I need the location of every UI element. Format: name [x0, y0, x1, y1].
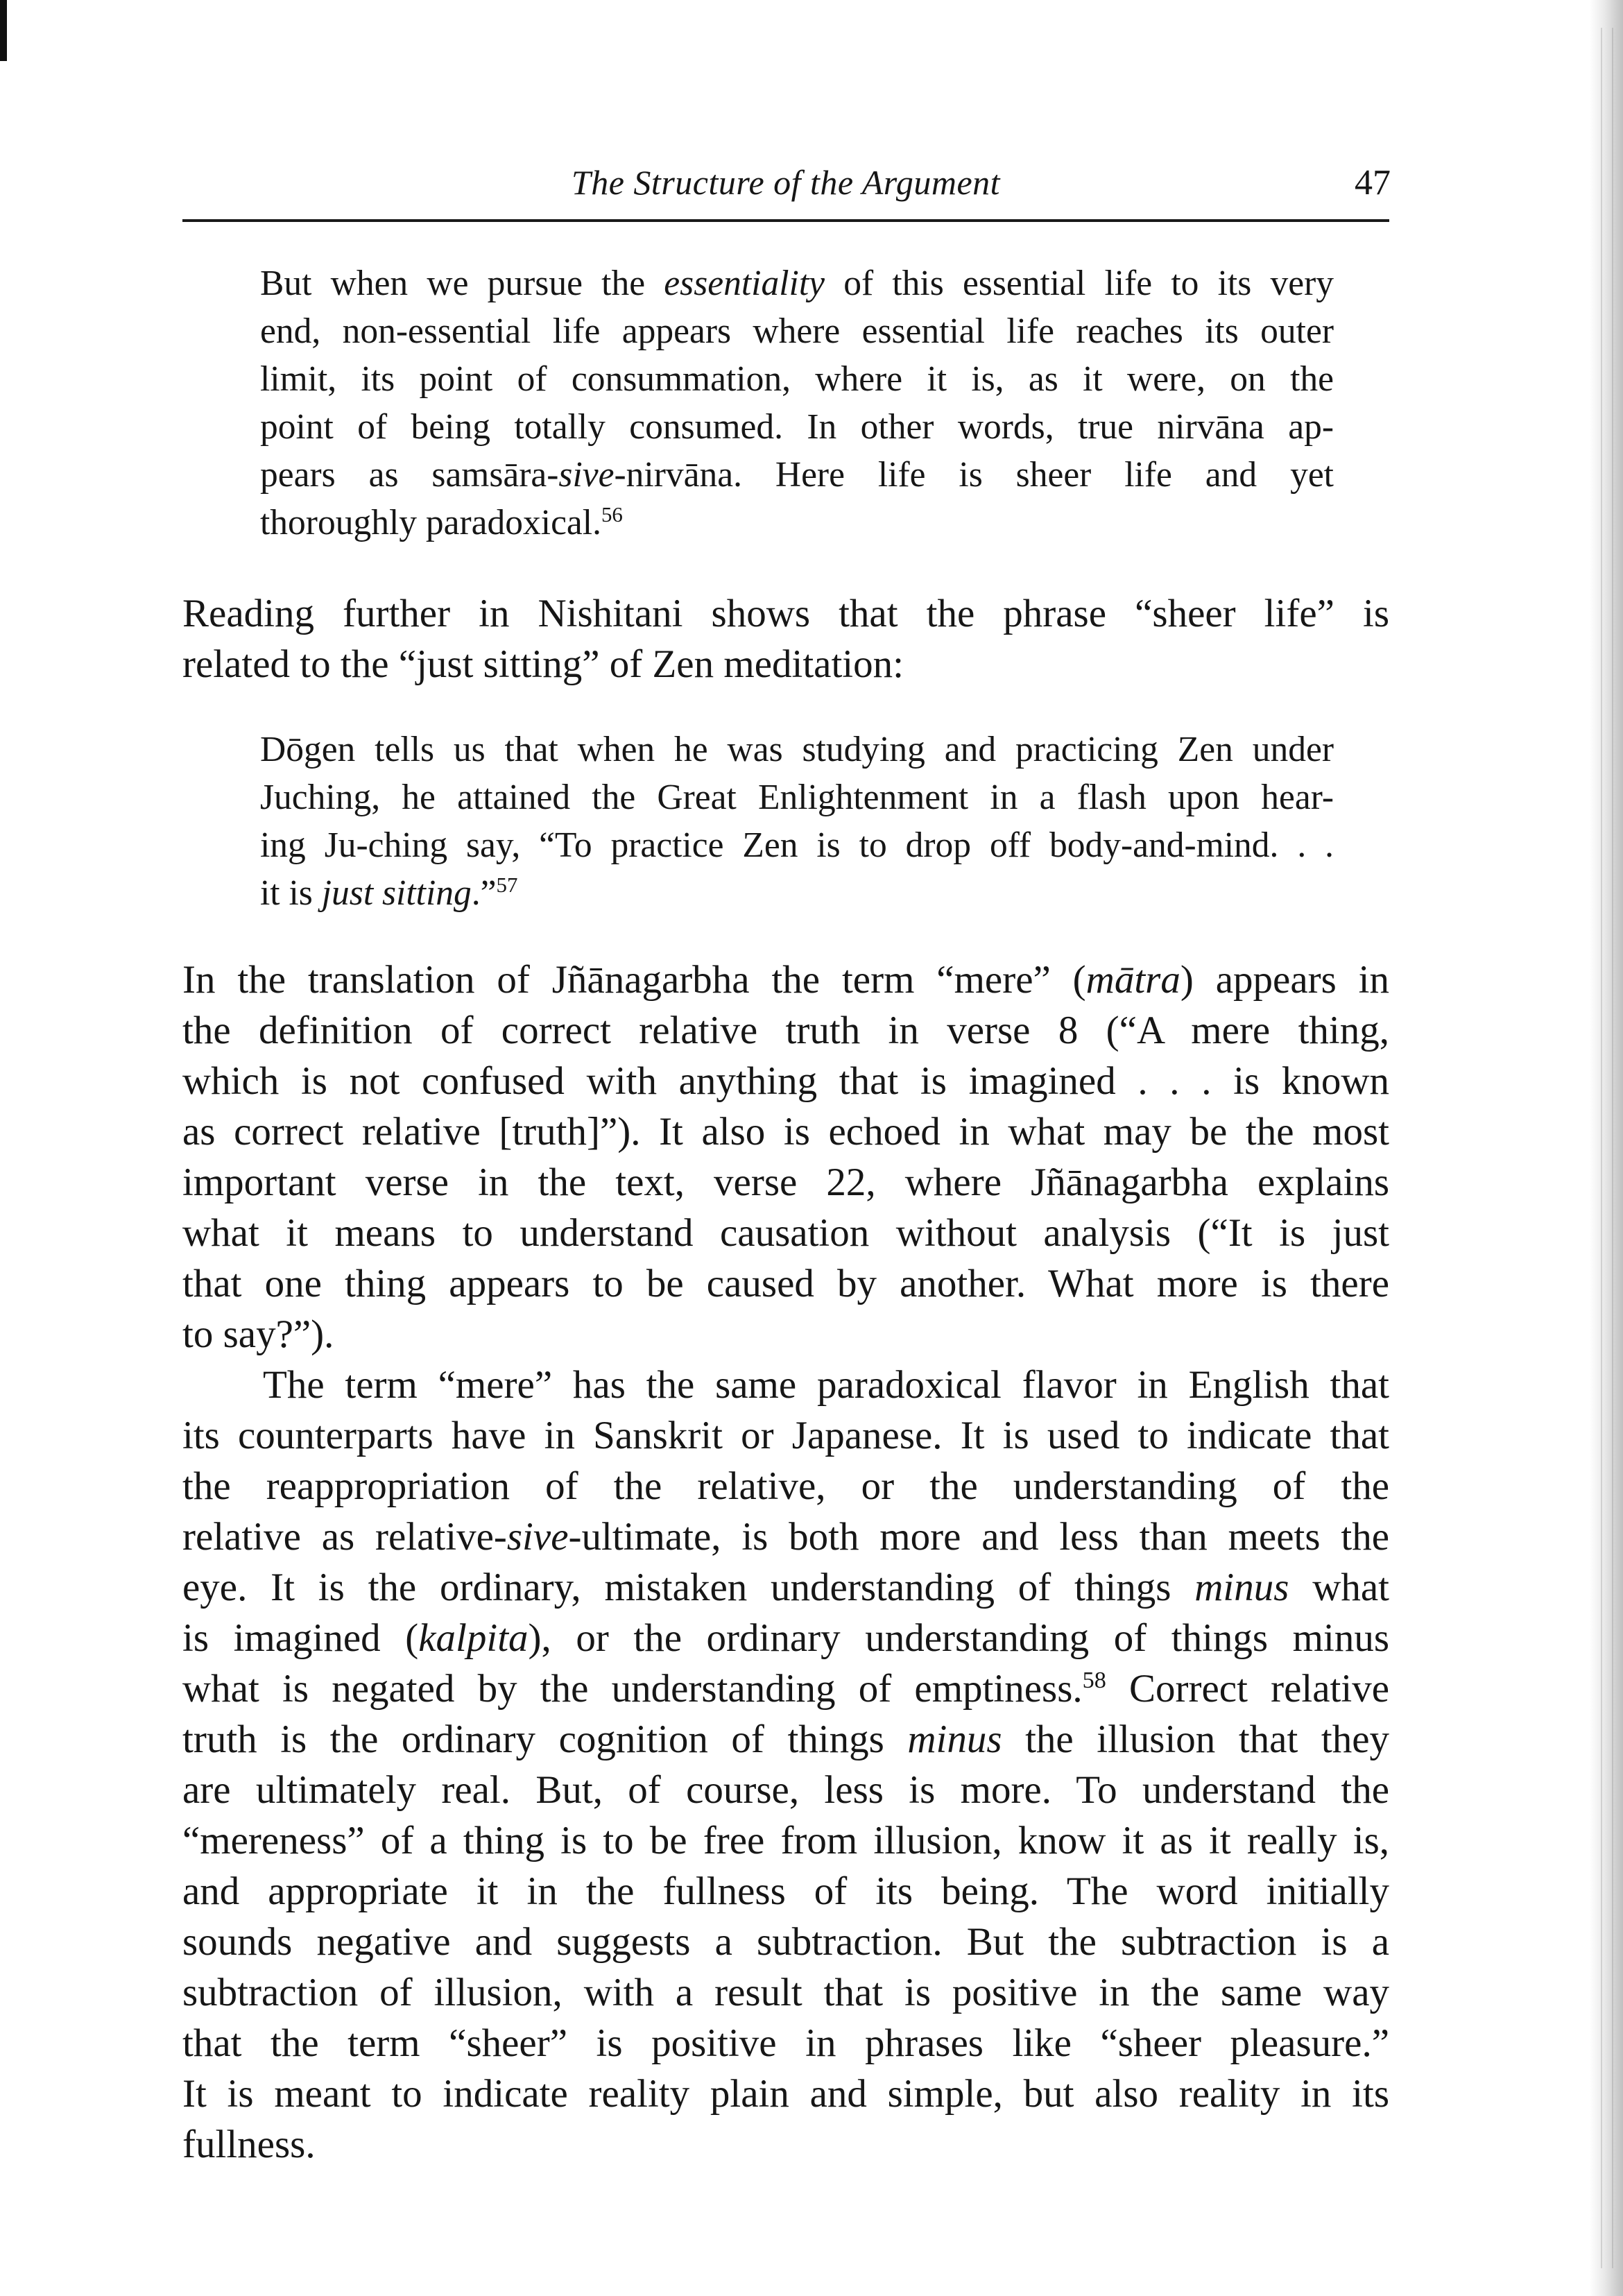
text-line: important verse in the text, verse 22, where Jñānagarbha explains [182, 1160, 1389, 1204]
text-line: its counterparts have in Sanskrit or Japanese. It is used to indicate that [182, 1414, 1389, 1457]
italic-term: just sitting [321, 873, 472, 913]
text-line: to say?”). [182, 1312, 334, 1356]
running-head-title: The Structure of the Argument [571, 163, 1001, 202]
text-line: truth is the ordinary cognition of things minus the illusion that they [182, 1717, 1389, 1761]
text-line: which is not confused with anything that is imagined . . . is known [182, 1059, 1389, 1103]
italic-term: minus [1194, 1566, 1289, 1609]
paragraph-reading-further [182, 588, 1389, 689]
block-quote-nishitani [182, 259, 1389, 547]
text-line: Dōgen tells us that when he was studying and practicing Zen under [260, 730, 1334, 769]
footnote-ref: 57 [496, 872, 518, 897]
paragraph-mere [182, 1360, 1389, 2170]
footnote-ref: 56 [601, 502, 623, 526]
page-edge-shadow [1590, 0, 1623, 2296]
text-line: But when we pursue the essentiality of this essential life to its very [260, 264, 1334, 303]
text-line: fullness. [182, 2123, 316, 2166]
text-line: the reappropriation of the relative, or the understanding of the [182, 1464, 1389, 1508]
text-line: subtraction of illusion, with a result that is positive in the same way [182, 1971, 1389, 2014]
text-line: pears as samsāra-sive-nirvāna. Here life is sheer life and yet [260, 455, 1334, 495]
text-line: it is just sitting.”$^{57}$ [260, 872, 518, 913]
italic-term: sive [506, 1515, 569, 1559]
text-line: “mereness” of a thing is to be free from illusion, know it as it really is, [182, 1819, 1389, 1862]
italic-term: sive [558, 455, 615, 495]
italic-term: kalpita [418, 1616, 529, 1660]
text-line: sounds negative and suggests a subtraction. But the subtraction is a [182, 1920, 1389, 1964]
block-quote-dogen [182, 726, 1389, 917]
text-line: that the term “sheer” is positive in phrases like “sheer pleasure.” [182, 2021, 1389, 2065]
text-line: It is meant to indicate reality plain and simple, but also reality in its [182, 2072, 1389, 2116]
text-line: what it means to understand causation without analysis (“It is just [182, 1211, 1389, 1255]
italic-term: essentiality [664, 264, 825, 303]
text-line: In the translation of Jñānagarbha the term “mere” (mātra) appears in [182, 958, 1389, 1002]
text-line: are ultimately real. But, of course, less is more. To understand the [182, 1768, 1389, 1812]
text-line: as correct relative [truth]”). It also is echoed in what may be the most [182, 1110, 1389, 1154]
italic-term: minus [907, 1717, 1002, 1761]
text-line: the definition of correct relative truth in verse 8 (“A mere thing, [182, 1009, 1389, 1052]
text-line: that one thing appears to be caused by another. What more is there [182, 1262, 1389, 1305]
paragraph-translation [182, 954, 1389, 1360]
italic-term: mātra [1085, 958, 1180, 1002]
text-line: Juching, he attained the Great Enlightenment in a flash upon hear- [260, 778, 1334, 817]
text-line: ing Ju-ching say, “To practice Zen is to drop off body-and-mind. . . [260, 825, 1334, 865]
text-line: relative as relative-sive-ultimate, is both more and less than meets the [182, 1515, 1389, 1559]
text-line: limit, its point of consummation, where it is, as it were, on the [260, 359, 1334, 399]
text-line: is imagined (kalpita), or the ordinary understanding of things minus [182, 1616, 1390, 1660]
text-line: what is negated by the understanding of emptiness.$^{58}$ Correct relative [182, 1667, 1390, 1711]
text-line: Reading further in Nishitani shows that the phrase “sheer life” is [182, 592, 1389, 635]
text-line: and appropriate it in the fullness of its being. The word initially [182, 1869, 1389, 1913]
scan-corner-mark [0, 0, 7, 61]
text-line: end, non-essential life appears where essential life reaches its outer [260, 311, 1334, 351]
text-line: related to the “just sitting” of Zen meditation: [182, 642, 904, 686]
text-line: The term “mere” has the same paradoxical flavor in English that [263, 1363, 1389, 1407]
page-number: 47 [1355, 163, 1391, 203]
text-line: thoroughly paradoxical.$^{56}$ [260, 502, 623, 542]
running-head [182, 158, 1389, 222]
text-line: eye. It is the ordinary, mistaken understanding of things minus what [182, 1566, 1389, 1609]
book-page [182, 158, 1389, 2170]
text-line: point of being totally consumed. In other words, true nirvāna ap- [260, 407, 1334, 447]
footnote-ref: 58 [1082, 1668, 1106, 1693]
